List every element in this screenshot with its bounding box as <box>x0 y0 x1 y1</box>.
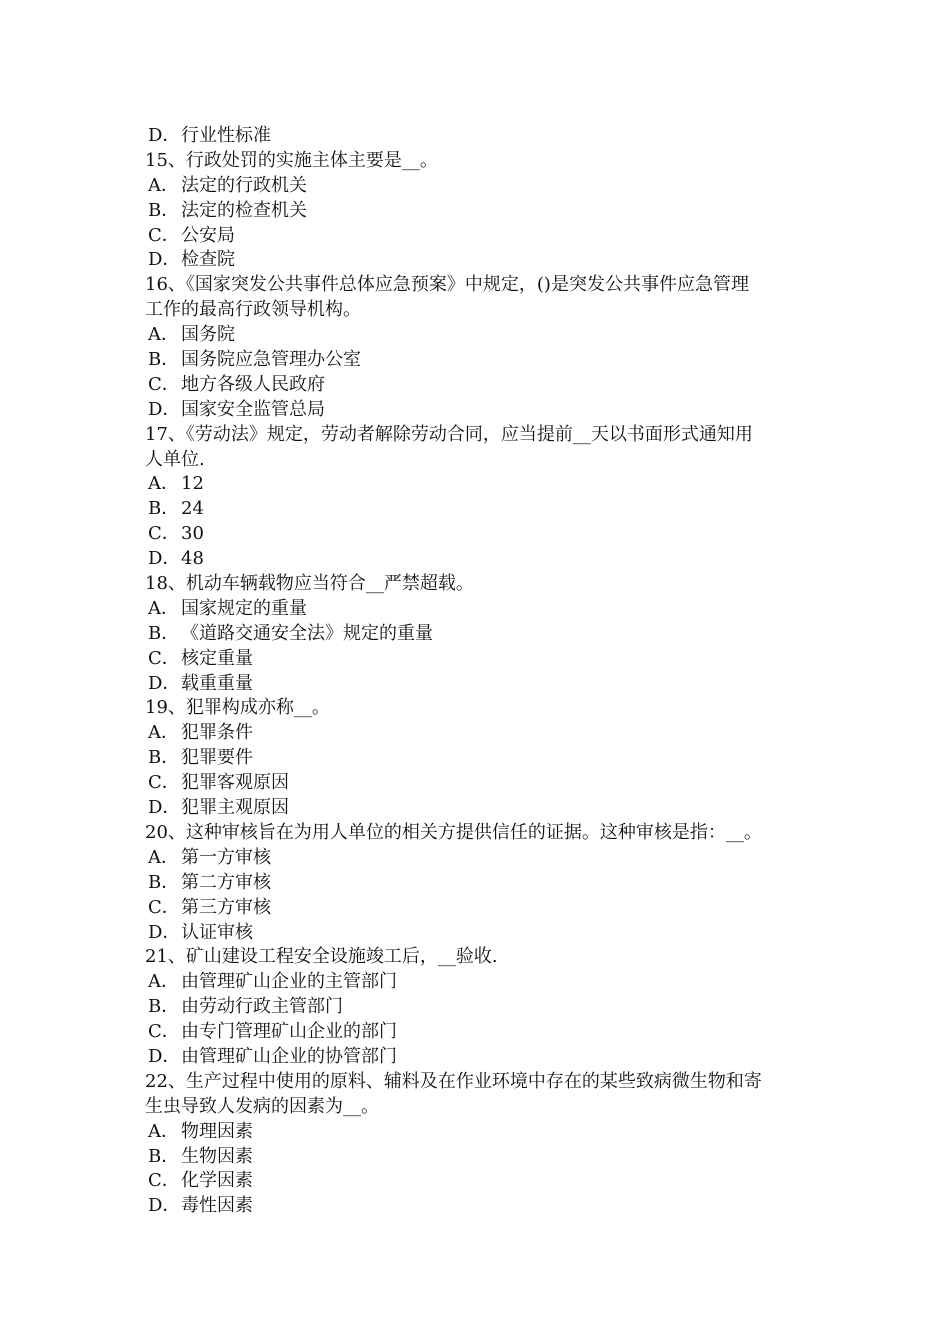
option-a: A． 国家规定的重量 <box>148 597 307 619</box>
question-15-stem: 15、行政处罚的实施主体主要是__。 <box>145 149 438 171</box>
option-c: C．公安局 <box>148 224 235 246</box>
question-17-stem-line-2: 人单位. <box>145 448 205 470</box>
option-d: D．检查院 <box>148 249 235 271</box>
question-16-stem-line-2: 工作的最高行政领导机构。 <box>145 299 361 321</box>
option-b: B．国务院应急管理办公室 <box>148 349 361 371</box>
option-b: B．24 <box>148 498 204 520</box>
option-a: A． 国务院 <box>148 324 235 346</box>
question-20-stem: 20、这种审核旨在为用人单位的相关方提供信任的证据。这种审核是指：__。 <box>145 821 762 843</box>
option-a: A． 法定的行政机关 <box>148 174 307 196</box>
question-19-stem: 19、犯罪构成亦称__。 <box>145 697 330 719</box>
option-d: D．由管理矿山企业的协管部门 <box>148 1045 397 1067</box>
question-18-stem: 18、机动车辆载物应当符合__严禁超载。 <box>145 573 474 595</box>
option-a: A． 第一方审核 <box>148 846 271 868</box>
option-c: C．30 <box>148 523 204 545</box>
option-d: D．48 <box>148 548 204 570</box>
option-b: B．法定的检查机关 <box>148 199 307 221</box>
option-d: D．认证审核 <box>148 921 253 943</box>
option-b: B．犯罪要件 <box>148 747 253 769</box>
question-21-stem: 21、矿山建设工程安全设施竣工后，__验收. <box>145 946 498 968</box>
option-b: B．由劳动行政主管部门 <box>148 996 343 1018</box>
option-d: D．载重重量 <box>148 672 253 694</box>
option-c: C．犯罪客观原因 <box>148 772 289 794</box>
option-c: C．第三方审核 <box>148 896 271 918</box>
option-a: A． 12 <box>148 473 204 495</box>
option-b: B．生物因素 <box>148 1145 253 1167</box>
option-a: A． 犯罪条件 <box>148 722 253 744</box>
option-b: B．第二方审核 <box>148 871 271 893</box>
option-c: C．由专门管理矿山企业的部门 <box>148 1021 397 1043</box>
question-16-stem-line-1: 16、《国家突发公共事件总体应急预案》中规定，()是突发公共事件应急管理 <box>145 274 749 296</box>
option-c: C．核定重量 <box>148 647 253 669</box>
option-a: A． 由管理矿山企业的主管部门 <box>148 971 397 993</box>
option-d: D．毒性因素 <box>148 1195 253 1217</box>
question-22-stem-line-1: 22、生产过程中使用的原料、辅料及在作业环境中存在的某些致病微生物和寄 <box>145 1070 762 1092</box>
question-list <box>145 124 825 1219</box>
question-17-stem-line-1: 17、《劳动法》规定，劳动者解除劳动合同，应当提前__天以书面形式通知用 <box>145 423 753 445</box>
option-d: D．犯罪主观原因 <box>148 797 289 819</box>
option-c: C．地方各级人民政府 <box>148 373 325 395</box>
option-c: C．化学因素 <box>148 1170 253 1192</box>
option-d: D．国家安全监管总局 <box>148 398 325 420</box>
question-22-stem-line-2: 生虫导致人发病的因素为__。 <box>145 1095 379 1117</box>
option-d-q14: D．行业性标准 <box>148 125 271 146</box>
option-a: A． 物理因素 <box>148 1120 253 1142</box>
option-b: B．《道路交通安全法》规定的重量 <box>148 622 433 644</box>
